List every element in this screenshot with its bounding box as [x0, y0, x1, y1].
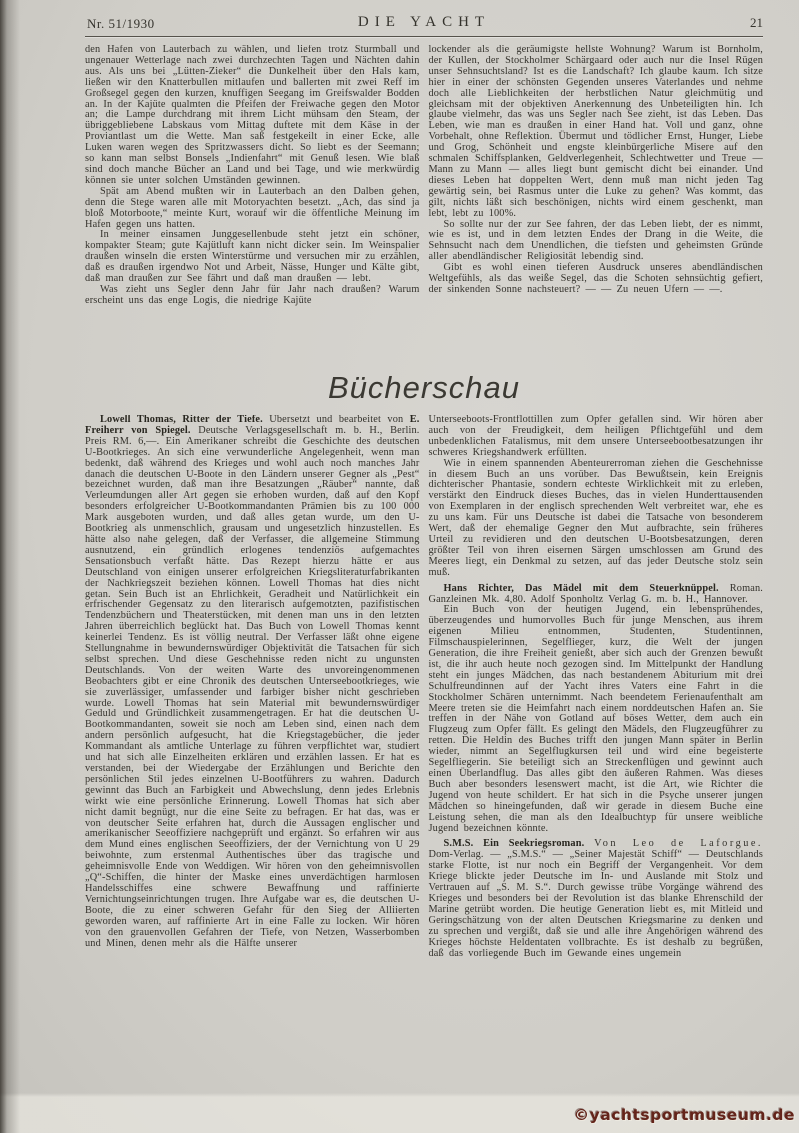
article-paragraph: Gibt es wohl einen tieferen Ausdruck unseres abendländischen Weltgefühls, als das weiße Segel, das die Schoten sehnsüchtig gefiert, der sinkenden Sonne nachsteuert? — — Zu neuen Ufern — —. — [428, 262, 763, 295]
review-text: Dom-Verlag. — „S.M.S.“ — „Seiner Majestät Schiff“ — Deutschlands starke Flotte, ist nur noch ein Begriff der Vergangenheit. Vor dem Kriege blickte jeder Deutsche im In- und Auslande mit Stolz und Vertrauen auf „S. M. S.“. Durch gewisse trübe Vorgänge während des Krieges und besonders bei der Revolution ist das blanke Ehrenschild der Marine getrübt worden. Die heutige Generation liebt es, mit Mitleid und Geringschätzung von der alten Deutschen Kriegsmarine zu denken und zu sprechen und vergißt, daß sie und alle ihre Angehörigen während des Krieges höchste Heldentaten vollbrachte. Es ist deshalb zu begrüßen, daß das vorliegende Buch im Gewande eines ungemein — [428, 849, 763, 959]
reviews-left-column — [85, 415, 420, 1075]
magazine-title: DIE YACHT — [357, 14, 491, 30]
review-text: Deutsche Verlagsgesellschaft m. b. H., Berlin. Preis RM. 6,—. Ein Amerikaner schreibt die Geschichte des deutschen U-Bootkrieges. An sich eine verwunderliche Angelegenheit, wenn man bedenkt, daß während des Krieges und wohl auch noch manches Jahr danach die deutschen U-Boote in den Ländern unserer Gegner als „Pest“ bezeichnet wurden, daß man ihre Besatzungen „Räuber“ nannte, daß Verleumdungen aller Art gegen sie erhoben wurden, daß auf den Kopf besonders erfolgreicher U-Bootkommandanten Prämien bis zu 100 000 Mark ausgeboten wurden, und daß alles getan wurde, um den U-Bootkrieg als unmenschlich, grausam und ungesetzlich hinzustellen. Es hätte also nahe gelegen, daß der Verfasser, die allgemeine Stimmung ausnutzend, ein gründlich erlogenes tendenziös aufgemachtes Sensationsbuch verfaßt hätte. Das Rezept hierzu hätte er aus Deutschland von einigen unserer erfolgreichen Kriegsliteraturfabrikanten der Nachkriegszeit beziehen können. Lowell Thomas hat dies nicht getan. Sein Buch ist an Ehrlichkeit, Geradheit und Natürlichkeit ein erfrischender Gegensatz zu den literarisch aufgemotzten, pazifistischen Tendenzbüchern und Theaterstücken, mit denen man uns in den letzten Jahren überreichlich beglückt hat. Das Buch von Lowell Thomas kennt keinerlei Tendenz. Es ist völlig neutral. Der Verfasser läßt ohne eigene Stellungnahme in bewundernswürdiger Objektivität die Tatsachen für sich selbst sprechen. Und diese Geschehnisse reden nicht zu ungunsten Deutschlands. Von der weiten Warte des unvoreingenommenen Beobachters gibt er eine Chronik des deutschen Unterseebootkrieges, wie sie zuverlässiger, umfassender und farbiger bisher nicht geschrieben wurde. Lowell Thomas hat sein Material mit bewundernswürdiger Geduld und Gründlichkeit zusammengetragen. Er hat die deutschen U-Bootkommandanten, soweit sie noch am Leben sind, einen nach dem andern persönlich aufgesucht, hat die Kriegstagebücher, die jeder Kommandant als amtliche Unterlage zu führen verpflichtet war, studiert und hat sich alle Einzelheiten erklären und erzählen lassen. Er hat es verstanden, bei der Wiedergabe der Erzählungen und Berichte den persönlichen Stil jedes einzelnen U-Bootführers zu wahren. Dadurch gewinnt das Buch an Farbigkeit und Abwechslung, denn jedes Erlebnis wirkt wie eine persönliche Erinnerung. Lowell Thomas hat sich aber nicht damit begnügt, nur die eine Seite zu befragen. Er hat das, was er von deutscher Seite erfahren hat, durch die Aussagen englischer und amerikanischer Seeoffiziere nachgeprüft und ergänzt. So erfahren wir aus dem Mund eines englischen Seeoffiziers, der der Vernichtung von U 29 beiwohnte, zum erstenmal Authentisches über das tragische und geheimnisvolle Ende von Weddigen. Wir hören von den geheimnisvollen „Q“-Schiffen, die hinter der Maske eines unverdächtigen harmlosen Handelsschiffes eine schwere Bewaffnung und raffinierte Vernichtungseinrichtungen trugen. Ihre Aufgabe war es, die deutschen U-Boote, die zu einer schweren Gefahr für den Sieg der Alliierten geworden waren, auf raffinierte Art in eine Falle zu locken. Wir hören von den grauenvollen Gefahren der Tiefe, von Netzen, Wasserbomben und Minen, denen mehr als die Hälfte unserer — [85, 424, 420, 949]
page-number: 21 — [750, 15, 763, 30]
review-title: S.M.S. Ein Seekriegsroman. — [443, 838, 585, 850]
article-paragraph: In meiner einsamen Junggesellenbude steht jetzt ein schöner, kompakter Steam; gute Kajütluft kann nicht dicker sein. Im Weinspalier draußen winseln die ersten Winterstürme und versuchen mir zu erzählen, daß es draußen irgendwo Not und Arbeit, Nässe, Hunger und Kälte gibt, daß man draußen zur See fährt und daß man draußen — lebt. — [85, 229, 420, 285]
article-right-column — [429, 45, 764, 357]
review-continuation: Unterseeboots-Frontflottillen zum Opfer gefallen sind. Wir hören aber auch von der Freudigkeit, dem heiligen Pflichtgefühl und dem unbedenklichen Fatalismus, mit dem unsere Unterseebootbesatzungen ihr schweres Kriegshandwerk erfüllten. — [428, 415, 763, 458]
article-left-column — [85, 45, 420, 357]
page-content — [85, 12, 763, 1075]
section-heading-buecherschau: Bücherschau — [328, 370, 520, 405]
article-paragraph: Was zieht uns Segler denn Jahr für Jahr nach draußen? Warum erscheint uns das enge Logis, die niedrige Kajüte — [85, 283, 420, 306]
review-title: Hans Richter, Das Mädel mit dem Steuerknüppel. — [443, 582, 719, 594]
article-paragraph: Spät am Abend mußten wir in Lauterbach an den Dalben gehen, denn die Stege waren alle mit Motoryachten besetzt. „Ach, das sind ja bloß Motorboote,“ meinte Kurt, worauf wir die öffentliche Meinung im Hafen gegen uns hatten. — [85, 185, 420, 230]
review-sms — [429, 839, 764, 959]
review-title: Lowell Thomas, Ritter der Tiefe. — [100, 415, 263, 425]
article-paragraph: lockender als die geräumigste hellste Wohnung? Warum ist Bornholm, der Kullen, der Stockholmer Schärgaard oder auch nur die Insel Rügen unser Sehnsuchtsland? Ist es die Landschaft? Ich glaube kaum. Ich sitze hier in einer der schönsten Gegenden unseres Vaterlandes und nehme doch alle Lieblichkeiten der herbstlichen Natur gleichmütig und gleichsam mit der objektiven Anerkennung des Unbeteiligten hin. Ich glaube vielmehr, das was uns Segler nach See zieht, ist das Leben. Das Leben, wie man es draußen in einer Hand hat. Voll und ganz, ohne Vorbehalt, ohne Reflektion. Übermut und tödlicher Ernst, Hunger, Liebe und Grog, Schönheit und engste kleinbürgerliche Misere auf den schmalen Schiffsplanken, Geldverlegenheit, Schlechtwetter und Treue — Mann zu Mann — alles liegt bunt gemischt dicht bei einander. Und dieses Leben hat doppelten Wert, denn muß man nicht jeden Tag gewärtig sein, bei Rasmus unter die Luke zu gehen? Was kommt, das gilt, nichts läßt sich beschönigen, nichts wird einem geschenkt, man lebt, lebt zu 100%. — [428, 45, 763, 219]
header-rule — [85, 36, 763, 37]
review-author: Von Leo de Laforgue. — [594, 838, 763, 850]
article-paragraph: So sollte nur der zur See fahren, der das Leben liebt, der es nimmt, wie es ist, und in dem letzten Endes der Drang in die Weite, die Sehnsucht nach dem Unendlichen, die tiefsten und geheimsten Gründe aller abendländischer Religiosität lebendig sind. — [428, 218, 763, 263]
review-text: Roman. Ganzleinen Mk. 4,80. Adolf Sponholtz Verlag G. m. b. H., Hannover. — [428, 582, 763, 605]
review-lowell-thomas — [85, 415, 420, 949]
issue-number: Nr. 51/1930 — [87, 16, 155, 31]
reviews-section — [85, 415, 763, 1075]
review-author: E. Freiherr von Spiegel. — [85, 415, 420, 436]
review-paragraph: Ein Buch von der heutigen Jugend, ein lebensprühendes, überzeugendes und humorvolles Buch für junge Menschen, aus ihrem eigenen Milieu entnommen, Studenten, Studentinnen, Filmschauspielerinnen, Segelflieger, kurz, die Welt der jungen Generation, die ihre Freiheit genießt, aber sich auch der Grenzen bewußt ist, die ihr auch heute noch gezogen sind. Im Mittelpunkt der Handlung steht ein junges Mädchen, das nach bestandenem Abiturium mit drei Schulfreundinnen auf der Yacht ihres Vaters eine Fahrt in die Stockholmer Schären unternimmt. Nach beendetem Ferienaufenthalt am Meere treten sie die Heimfahrt nach einem norddeutschen Hafen an. Sie treffen in der Nähe von Gotland auf böses Wetter, dem auch ein Flugzeug zum Opfer fällt. Es gelingt den Mädels, den Flugzeugführer zu retten. Die Heldin des Buches trifft den jungen Mann später in Berlin wieder, nimmt an Segelflugkursen teil und wird eine begeisterte Segelfliegerin. Sie beteiligt sich an Streckenflügen und gewinnt auch einen Überlandflug. Das alles gibt den äußeren Rahmen. Was dieses Buch aber besonders lesenswert macht, ist die Art, wie Richter die Jugend von heute schildert. Er hat sich in die Psyche unserer jungen Mädchen so hineingefunden, daß wir gerade in diesem Buche eine Leistung sehen, die man als den Idealbuchtyp für unsere weibliche Jugend bezeichnen könnte. — [428, 604, 763, 834]
review-text: Übersetzt und bearbeitet von — [262, 415, 410, 425]
article-section — [85, 45, 763, 357]
page-header — [85, 12, 763, 34]
review-paragraph: Wie in einem spannenden Abenteurerroman ziehen die Geschehnisse in diesem Buch an uns vorüber. Das Bewußtsein, kein Ereignis dichterischer Phantasie, sondern echteste Wirklichkeit mit zu erleben, verstärkt den Eindruck dieses Buches, das in vielen Hunderttausenden von Exemplaren in der englisch sprechenden Welt verbreitet war, ehe es zu uns kam. Für uns Deutsche ist dabei die Tatsache von besonderem Wert, daß der ehemalige Gegner den Mut aufbrachte, sein früheres Urteil zu revidieren und den deutschen U-Bootsbesatzungen, deren größter Teil von ihren eisernen Särgen umschlossen am Grund des Meeres liegt, ein Denkmal zu setzen, auf das jeder Deutsche stolz sein muß. — [428, 457, 763, 578]
watermark-yachtsportmuseum: ©yachtsportmuseum.de — [573, 1106, 795, 1124]
article-paragraph: den Hafen von Lauterbach zu wählen, und liefen trotz Sturmball und ungenauer Wetterlage nach zwei durchzechten Tagen und Nächten dahin aus. Als uns bei „Lütten-Zieker“ die Dunkelheit über den Hals kam, ließen wir den Knatterbullen mitlaufen und ballerten mit zwei Reff im Großsegel gegen den kurzen, knuffigen Seegang im Greifswalder Bodden an. In der Kajüte qualmten die Pfeifen der Freiwache gegen den Motor an; die Lampe durchdrang mit ihrem Licht mühsam den Steam, der übriggebliebene Labskaus vom Mittag duftete mit dem Käse in der Proviantlast um die Wette. Man saß festgekeilt in einer Ecke, alle Luken waren wegen des Spritzwassers dicht. So liebt es der Seemann; so kann man selbst Bonsels „Indienfahrt“ mit Genuß lesen. Wie blaß sind doch manche Bücher an Land und bei Tage, und wie merkwürdig können sie unter solchen Umständen gewinnen. — [85, 45, 420, 186]
reviews-right-column — [429, 415, 764, 1075]
review-hans-richter — [429, 584, 764, 606]
